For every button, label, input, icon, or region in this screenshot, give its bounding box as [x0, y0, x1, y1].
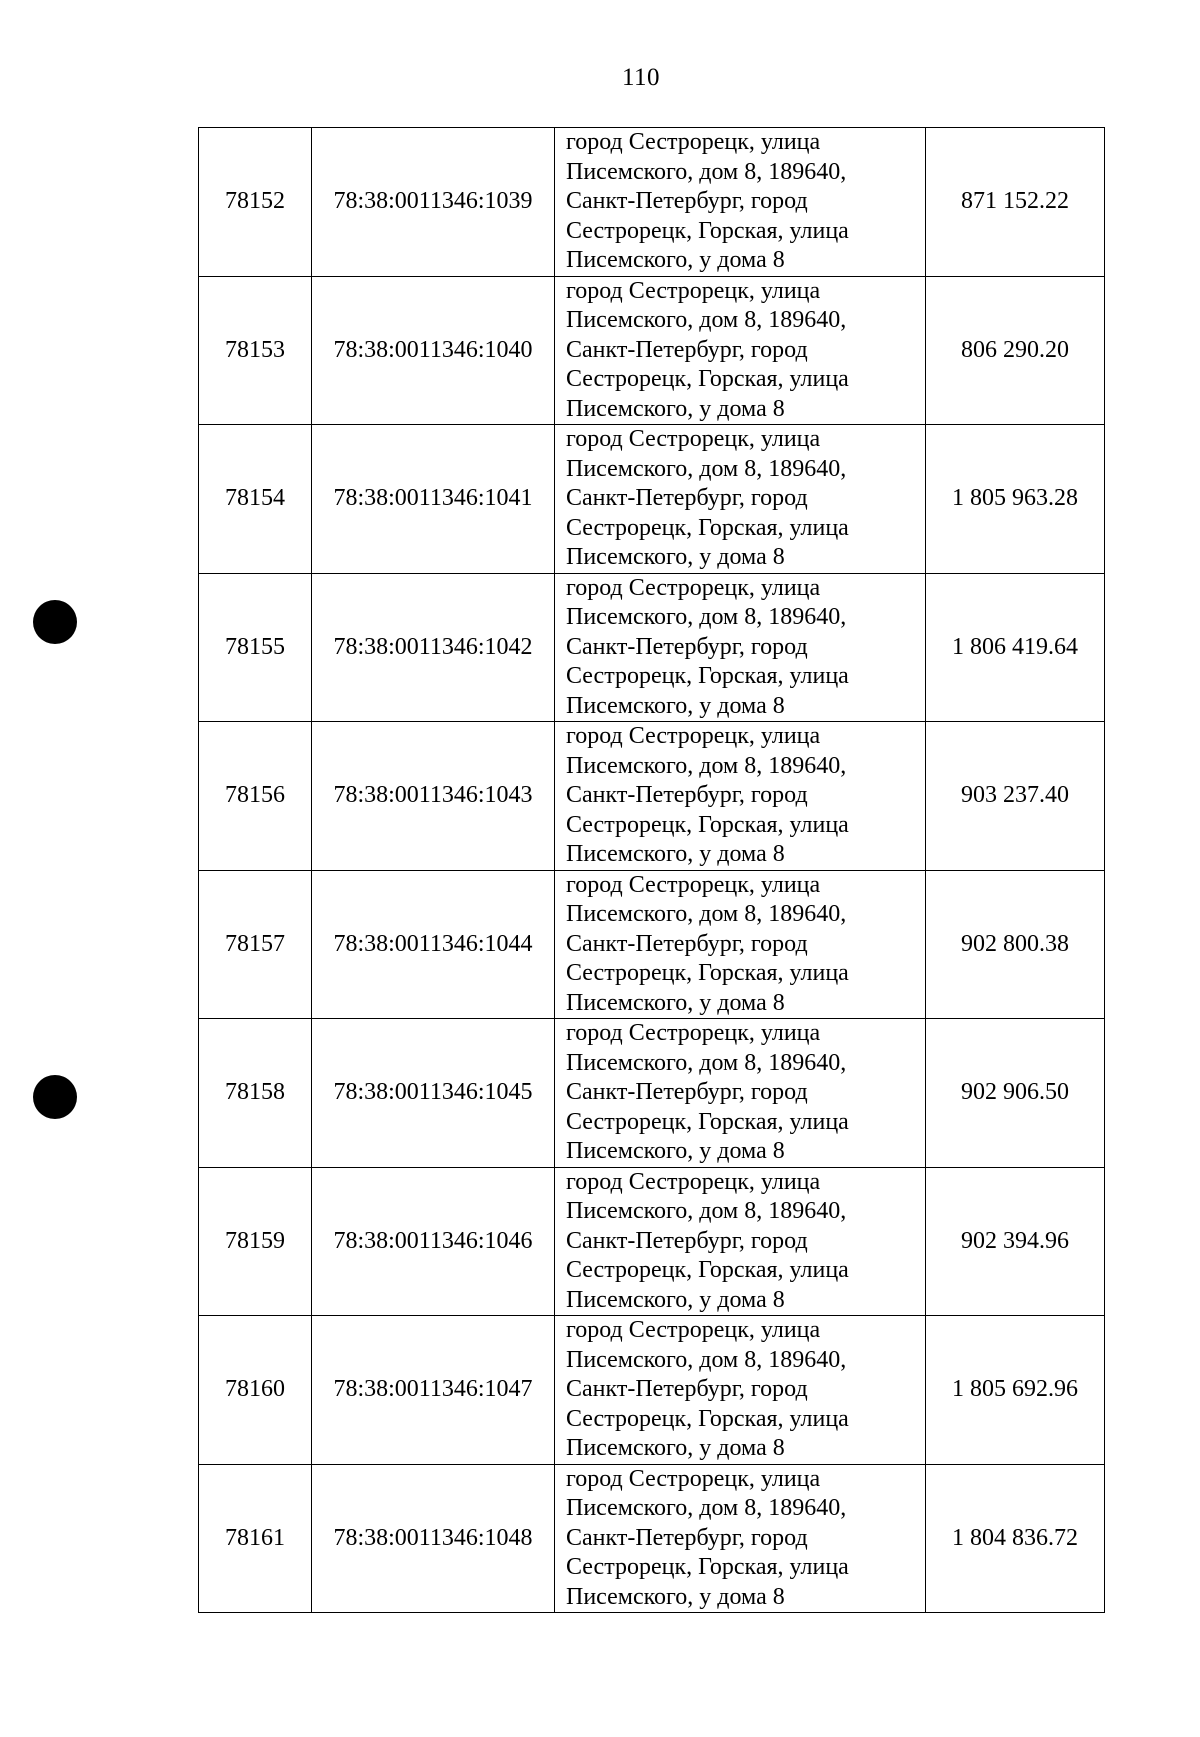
- table-row: [199, 1464, 1105, 1613]
- cadastral-number: 78:38:0011346:1046: [312, 1167, 555, 1316]
- cadastral-value: 806 290.20: [926, 276, 1105, 425]
- cadastral-number: 78:38:0011346:1042: [312, 573, 555, 722]
- table-row: [199, 573, 1105, 722]
- row-number: 78154: [199, 425, 312, 574]
- cadastral-value: 903 237.40: [926, 722, 1105, 871]
- cadastral-number: 78:38:0011346:1039: [312, 128, 555, 277]
- cadastral-value: 902 906.50: [926, 1019, 1105, 1168]
- row-number: 78152: [199, 128, 312, 277]
- table-row: [199, 1167, 1105, 1316]
- cadastral-number: 78:38:0011346:1045: [312, 1019, 555, 1168]
- address: город Сестрорецк, улица Писемского, дом 8, 189640, Санкт-Петербург, город Сестрорецк, Горская, улица Писемского, у дома 8: [555, 870, 926, 1019]
- cadastral-value: 1 804 836.72: [926, 1464, 1105, 1613]
- table-row: [199, 425, 1105, 574]
- table-row: [199, 276, 1105, 425]
- row-number: 78161: [199, 1464, 312, 1613]
- address: город Сестрорецк, улица Писемского, дом 8, 189640, Санкт-Петербург, город Сестрорецк, Горская, улица Писемского, у дома 8: [555, 425, 926, 574]
- punch-hole: [33, 600, 77, 644]
- cadastral-number: 78:38:0011346:1047: [312, 1316, 555, 1465]
- cadastral-value: 1 805 963.28: [926, 425, 1105, 574]
- cadastral-value: 871 152.22: [926, 128, 1105, 277]
- row-number: 78159: [199, 1167, 312, 1316]
- address: город Сестрорецк, улица Писемского, дом 8, 189640, Санкт-Петербург, город Сестрорецк, Горская, улица Писемского, у дома 8: [555, 276, 926, 425]
- page-number: 110: [621, 64, 661, 91]
- table-row: [199, 1316, 1105, 1465]
- row-number: 78156: [199, 722, 312, 871]
- row-number: 78157: [199, 870, 312, 1019]
- cadastral-number: 78:38:0011346:1040: [312, 276, 555, 425]
- address: город Сестрорецк, улица Писемского, дом 8, 189640, Санкт-Петербург, город Сестрорецк, Горская, улица Писемского, у дома 8: [555, 128, 926, 277]
- row-number: 78153: [199, 276, 312, 425]
- address: город Сестрорецк, улица Писемского, дом 8, 189640, Санкт-Петербург, город Сестрорецк, Горская, улица Писемского, у дома 8: [555, 1464, 926, 1613]
- table-row: [199, 1019, 1105, 1168]
- property-table-body: [199, 128, 1105, 1613]
- table-row: [199, 870, 1105, 1019]
- address: город Сестрорецк, улица Писемского, дом 8, 189640, Санкт-Петербург, город Сестрорецк, Горская, улица Писемского, у дома 8: [555, 722, 926, 871]
- row-number: 78160: [199, 1316, 312, 1465]
- address: город Сестрорецк, улица Писемского, дом 8, 189640, Санкт-Петербург, город Сестрорецк, Горская, улица Писемского, у дома 8: [555, 1316, 926, 1465]
- property-table: [198, 127, 1105, 1613]
- table-row: [199, 722, 1105, 871]
- cadastral-number: 78:38:0011346:1041: [312, 425, 555, 574]
- address: город Сестрорецк, улица Писемского, дом 8, 189640, Санкт-Петербург, город Сестрорецк, Горская, улица Писемского, у дома 8: [555, 1019, 926, 1168]
- address: город Сестрорецк, улица Писемского, дом 8, 189640, Санкт-Петербург, город Сестрорецк, Горская, улица Писемского, у дома 8: [555, 573, 926, 722]
- cadastral-number: 78:38:0011346:1043: [312, 722, 555, 871]
- row-number: 78155: [199, 573, 312, 722]
- cadastral-value: 902 394.96: [926, 1167, 1105, 1316]
- table-row: [199, 128, 1105, 277]
- punch-hole: [33, 1075, 77, 1119]
- row-number: 78158: [199, 1019, 312, 1168]
- cadastral-value: 1 806 419.64: [926, 573, 1105, 722]
- cadastral-value: 902 800.38: [926, 870, 1105, 1019]
- cadastral-value: 1 805 692.96: [926, 1316, 1105, 1465]
- cadastral-number: 78:38:0011346:1044: [312, 870, 555, 1019]
- address: город Сестрорецк, улица Писемского, дом 8, 189640, Санкт-Петербург, город Сестрорецк, Горская, улица Писемского, у дома 8: [555, 1167, 926, 1316]
- cadastral-number: 78:38:0011346:1048: [312, 1464, 555, 1613]
